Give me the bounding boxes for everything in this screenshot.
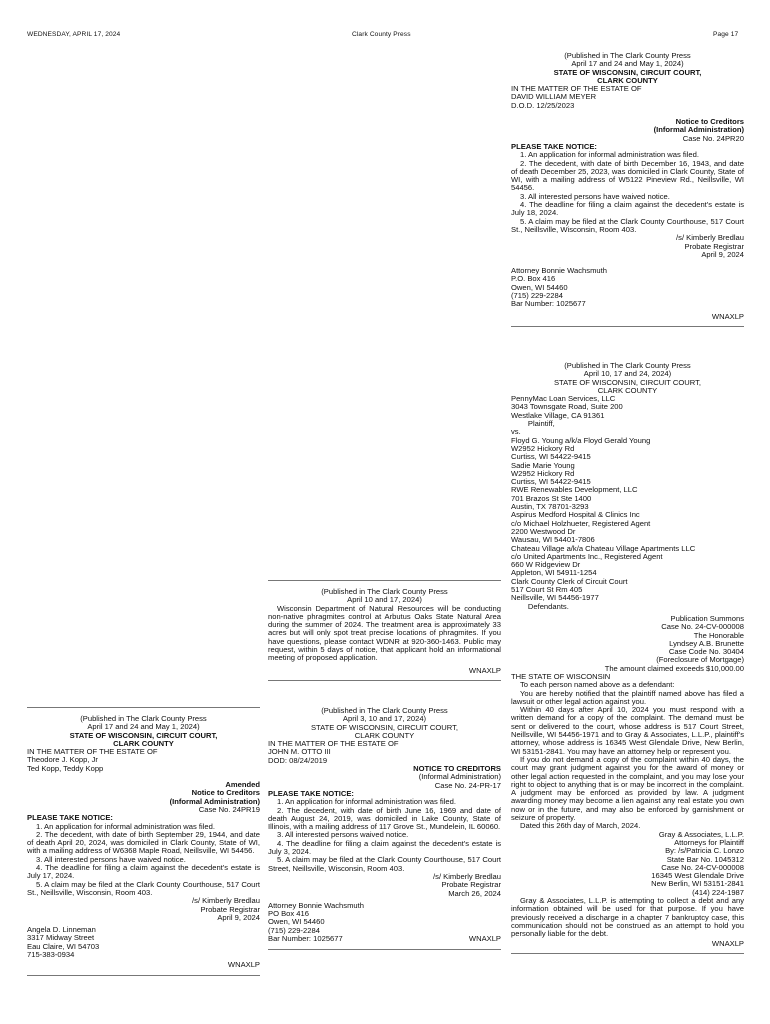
paragraph: Wisconsin Department of Natural Resources will be conducting non-native phragmites control at Arbutus Oaks State Natural Area during the summer of 2024. The treatment area is approximately 33 acres but will only spot treat precise locations of phragmites. If you have questions, please contact WDNR at 920-360-1463. Public may request, within 5 days of notice, that applicant hold an informational meeting of proposed application. bbox=[268, 603, 504, 663]
header-paper-name: Clark County Press bbox=[352, 31, 411, 38]
divider bbox=[27, 707, 260, 708]
take-notice-heading: PLEASE TAKE NOTICE: bbox=[268, 788, 354, 798]
case-caption: Publication Summons Case No. 24-CV-000008 The Honorable Lyndsey A.B. Brunette Case Code No. 30404 (Foreclosure of Mortgage) The amount claimed exceeds $10,000.00 bbox=[604, 613, 744, 673]
paragraph: 3. All interested persons waived notice. bbox=[277, 830, 409, 840]
paragraph: 4. The deadline for filing a claim against the decedent's estate is July 3, 2024. bbox=[268, 838, 504, 857]
paragraph: To each person named above as a defendant: bbox=[520, 680, 675, 690]
notice-subtitle: (Informal Administration) Case No. 24-PR-17 bbox=[418, 772, 501, 790]
take-notice-heading: PLEASE TAKE NOTICE: bbox=[511, 141, 597, 151]
published-line: (Published in The Clark County Press April 17 and 24 and May 1, 2024) bbox=[80, 714, 207, 732]
notice-dnr-phragmites bbox=[268, 580, 504, 681]
divider bbox=[27, 975, 260, 976]
take-notice-heading: PLEASE TAKE NOTICE: bbox=[27, 813, 113, 823]
signature-block: /s/ Kimberly Bredlau Probate Registrar March 26, 2024 bbox=[433, 871, 501, 898]
paragraph: 5. A claim may be filed at the Clark County Courthouse, 517 Court St., Neillsville, Wisconsin, Room 403. bbox=[27, 879, 263, 897]
notice-title: NOTICE TO CREDITORS bbox=[413, 764, 501, 774]
paragraph: 1. An application for informal administration was filed. bbox=[277, 797, 456, 807]
paragraph: 3. All interested persons have waived notice. bbox=[520, 191, 670, 201]
divider bbox=[268, 680, 501, 681]
paragraph: 1. An application for informal administration was filed. bbox=[36, 821, 215, 831]
notice-tag: WNAXLP bbox=[468, 665, 501, 675]
court-heading: STATE OF WISCONSIN, CIRCUIT COURT, CLARK COUNTY bbox=[553, 67, 702, 85]
signature-block: /s/ Kimberly Bredlau Probate Registrar April 9, 2024 bbox=[676, 233, 744, 259]
paragraph: 2. The decedent, with date of birth June 16, 1969 and date of death August 24, 2019, was domiciled in Lake County, State of Illinois, with a mailing address of 117 Grove St., Mundelein, IL 60060. bbox=[268, 805, 504, 832]
signature-block: Gray & Associates, L.L.P. Attorneys for Plaintiff By: /s/Patricia C. Lonzo State Bar No. 1045312 Case No. 24-CV-000008 16345 West Glendale Drive New Berlin, WI 53151-2841 (414) 224-1987 bbox=[651, 829, 744, 897]
paragraph: If you do not demand a copy of the complaint within 40 days, the court may grant judgment against you for the award of money or other legal action requested in the complaint, and you may lose your right to object to anything that is or may be incorrect in the complaint. A judgment may be enforced as provided by law. A judgment awarding money may become a lien against any real estate you own now or in the future, and may also be enforced by garnishment or seizure of property. bbox=[511, 754, 747, 823]
paragraph: 1. An application for informal administration was filed. bbox=[520, 150, 699, 160]
attorney-block: Angela D. Linneman 3317 Midway Street Eau Claire, WI 54703 715-383-0934 bbox=[27, 925, 100, 960]
notice-tag: WNAXLP bbox=[711, 939, 744, 949]
case-number: Case No. 24PR19 bbox=[198, 804, 260, 814]
notice-tag: WNAXLP bbox=[227, 960, 260, 970]
paragraph: 5. A claim may be filed at the Clark County Courthouse, 517 Court Street, Neillsville, Wisconsin, Room 403. bbox=[268, 855, 504, 873]
paragraph: 2. The decedent, with date of birth September 29, 1944, and date of death April 20, 2024, was domiciled in Clark County, State of WI, with a mailing address of W6368 Maple Road, Neillsville, WI 54456. bbox=[27, 829, 263, 856]
case-number: Case No. 24PR20 bbox=[682, 133, 744, 143]
notice-otto-estate bbox=[268, 706, 504, 950]
notice-tag: WNAXLP bbox=[711, 311, 744, 321]
divider bbox=[268, 949, 501, 950]
published-line: (Published in The Clark County Press April 10 and 17, 2024) bbox=[321, 587, 448, 605]
notice-title: Notice to Creditors (Informal Administration) bbox=[653, 117, 744, 135]
header-date: WEDNESDAY, APRIL 17, 2024 bbox=[27, 31, 121, 38]
paragraph: Within 40 days after April 10, 2024 you must respond with a written demand for a copy of the complaint. The demand must be sent or delivered to the court, whose address is 517 Court Street, Neillsville, WI 54456-1971 and to Gray & Associates, L.L.P., plaintiff's attorney, whose address is 16345 West Glendale Drive, New Berlin, WI 53151-2841. You may have an attorney help or represent you. bbox=[511, 705, 747, 756]
dated-line: Dated this 26th day of March, 2024. bbox=[520, 821, 641, 831]
estate-matter: IN THE MATTER OF THE ESTATE OF DAVID WILLIAM MEYER D.O.D. 12/25/2023 bbox=[511, 84, 642, 110]
notice-meyer-estate bbox=[511, 51, 747, 327]
signature-block: /s/ Kimberly Bredlau Probate Registrar April 9, 2024 bbox=[192, 896, 260, 922]
paragraph: 5. A claim may be filed at the Clark County Courthouse, 517 Court St., Neillsville, Wisconsin, Room 403. bbox=[511, 216, 747, 234]
published-line: (Published in The Clark County Press April 3, 10 and 17, 2024) bbox=[321, 706, 448, 724]
paragraph: 2. The decedent, with date of birth December 16, 1943, and date of death December 25, 2023, was domiciled in Clark County, State of WI, with a mailing address of W5122 Pineview Rd., Neillsville, WI 54456. bbox=[511, 158, 747, 193]
paragraph: Gray & Associates, L.L.P. is attempting to collect a debt and any information obtained will be used for that purpose. If you have previously received a discharge in a chapter 7 bankruptcy case, this communication should not be construed as an attempt to hold you personally liable for the debt. bbox=[511, 896, 747, 939]
court-heading: STATE OF WISCONSIN, CIRCUIT COURT, CLARK COUNTY bbox=[69, 730, 218, 748]
parties-list: PennyMac Loan Services, LLC 3043 Townsgate Road, Suite 200 Westlake Village, CA 91361 Plaintiff, vs. Floyd G. Young a/k/a Floyd Gerald Young W2952 Hickory Rd Curtiss, WI 54422-9415 Sadie Marie Young W2952 Hickory Rd Curtiss, WI 54422-9415 RWE Renewables Development, LLC 701 Brazos St Ste 1400 Austin, TX 78701-3293 Aspirus Medford Hospital & Clinics Inc c/o Michael Holzhueter, Registered Agent 2200 Westwood Dr Wausau, WI 54401-7806 Chateau Village a/k/a Chateau Village Apartments LLC c/o United Apartments Inc., Registered Agent 660 W Ridgeview Dr Appleton, WI 54911-1254 Clark County Clerk of Circuit Court 517 Court St Rm 405 Neillsville, WI 54456-1977 Defendants. bbox=[511, 394, 696, 611]
court-heading: STATE OF WISCONSIN, CIRCUIT COURT, CLARK COUNTY bbox=[310, 722, 459, 740]
paragraph: 4. The deadline for filing a claim against the decedent's estate is July 17, 2024. bbox=[27, 863, 263, 881]
paragraph: 3. All interested persons have waived notice. bbox=[36, 854, 186, 864]
header-page-number: Page 17 bbox=[713, 31, 739, 38]
published-line: (Published in The Clark County Press April 17 and 24 and May 1, 2024) bbox=[564, 51, 691, 69]
paragraph: You are hereby notified that the plaintiff named above has filed a lawsuit or other legal action against you. bbox=[511, 688, 747, 706]
divider bbox=[511, 953, 744, 954]
notice-title: Amended Notice to Creditors (Informal Administration) bbox=[169, 780, 260, 806]
notice-kopp-estate bbox=[27, 707, 263, 976]
attorney-block: Attorney Bonnie Wachsmuth P.O. Box 416 Owen, WI 54460 (715) 229-2284 Bar Number: 1025677 bbox=[511, 266, 607, 309]
divider bbox=[511, 326, 744, 327]
state-heading: THE STATE OF WISCONSIN bbox=[511, 671, 611, 681]
attorney-block: Attorney Bonnie Wachsmuth PO Box 416 Owen, WI 54460 (715) 229-2284 Bar Number: 1025677 bbox=[268, 900, 364, 944]
divider bbox=[268, 580, 501, 581]
paragraph: 4. The deadline for filing a claim against the decedent's estate is July 18, 2024. bbox=[511, 200, 747, 218]
estate-matter: IN THE MATTER OF THE ESTATE OF JOHN M. OTTO III DOD: 08/24/2019 bbox=[268, 739, 399, 765]
published-line: (Published in The Clark County Press April 10, 17 and 24, 2024) bbox=[564, 361, 691, 379]
notice-tag: WNAXLP bbox=[468, 934, 501, 944]
estate-matter: IN THE MATTER OF THE ESTATE OF Theodore J. Kopp, Jr Ted Kopp, Teddy Kopp bbox=[27, 747, 158, 773]
court-heading: STATE OF WISCONSIN, CIRCUIT COURT, CLARK COUNTY bbox=[553, 377, 702, 395]
notice-publication-summons bbox=[511, 361, 747, 954]
